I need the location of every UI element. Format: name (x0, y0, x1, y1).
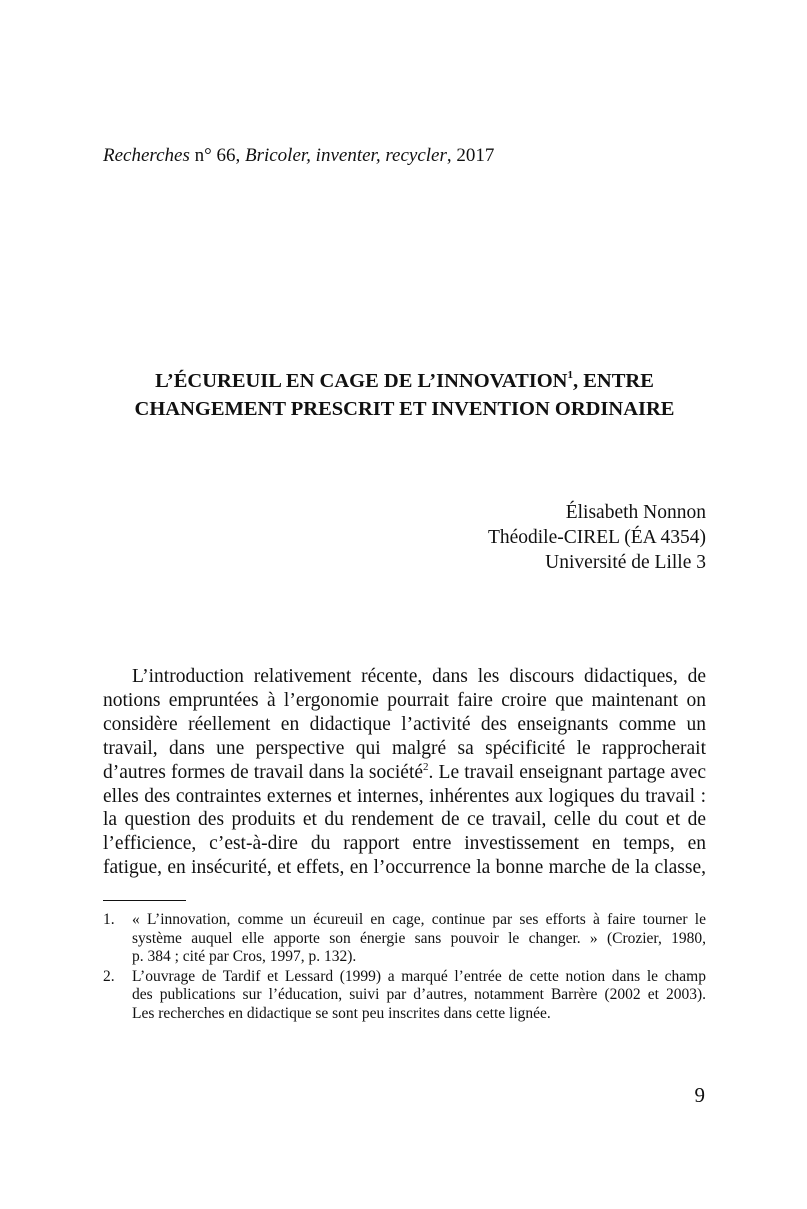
footnotes (103, 911, 706, 1025)
footnote-line: L’ouvrage de Tardif et Lessard (1999) a marqué l’entrée de cette notion dans le champ (132, 967, 706, 985)
body-line: fatigue, en insécurité, et effets, en l’occurrence la bonne marche de la classe, (103, 857, 706, 879)
body-line: considère réellement en didactique l’activité des enseignants comme un (103, 713, 706, 735)
body-paragraph (103, 665, 706, 880)
page-number: 9 (694, 1083, 705, 1107)
body-line: la question des produits et du rendement de ce travail, celle du cout et de (103, 809, 706, 831)
issue-theme: Bricoler, inventer, recycler (244, 145, 447, 166)
running-head (103, 145, 494, 167)
footnote-line: « L’innovation, comme un écureuil en cage, continue par ses efforts à faire tourner le (132, 911, 706, 928)
journal-name: Recherches (103, 145, 190, 166)
issue-year: , 2017 (446, 145, 495, 166)
footnote-2 (103, 968, 706, 1024)
body-line: L’introduction relativement récente, dans les discours didactiques, de (132, 666, 706, 687)
title-line-2: CHANGEMENT PRESCRIT ET INVENTION ORDINAIRE (134, 398, 675, 420)
author-block (488, 500, 706, 575)
footnote-separator (103, 900, 186, 901)
footnote-line: p. 384 ; cité par Cros, 1997, p. 132). (132, 948, 357, 966)
author-lab: Théodile-CIREL (ÉA 4354) (487, 527, 706, 548)
title-line-1: L’ÉCUREUIL EN CAGE DE L’INNOVATION$^1$, ENTRE (155, 369, 654, 392)
body-line: d’autres formes de travail dans la société$^2$. Le travail enseignant partage avec (103, 760, 706, 783)
author-name: Élisabeth Nonnon (565, 502, 706, 523)
footnote-line: Les recherches en didactique se sont peu inscrites dans cette lignée. (132, 1004, 551, 1022)
body-line: elles des contraintes externes et internes, inhérentes aux logiques du travail : (103, 785, 706, 807)
article-title (103, 367, 706, 423)
footnote-line: des publications sur l’éducation, suivi par d’autres, notamment Barrère (2002 et 2003). (132, 986, 706, 1004)
footnote-ref-2: 2 (423, 760, 429, 773)
footnote-number: 1. (103, 911, 115, 928)
footnote-1 (103, 911, 706, 967)
body-line: notions empruntées à l’ergonomie pourrait faire croire que maintenant on (103, 689, 706, 711)
author-university: Université de Lille 3 (545, 552, 706, 573)
issue-number: n° 66, (189, 145, 245, 166)
body-line: travail, dans une perspective qui malgré sa spécificité le rapprocherait (103, 737, 706, 759)
body-line: l’efficience, c’est-à-dire du rapport entre investissement en temps, en (103, 833, 706, 855)
footnote-number: 2. (103, 967, 115, 985)
footnote-ref-1: 1 (567, 369, 573, 381)
footnote-line: système auquel elle apporte son énergie sans pouvoir le changer. » (Crozier, 1980, (132, 929, 706, 947)
